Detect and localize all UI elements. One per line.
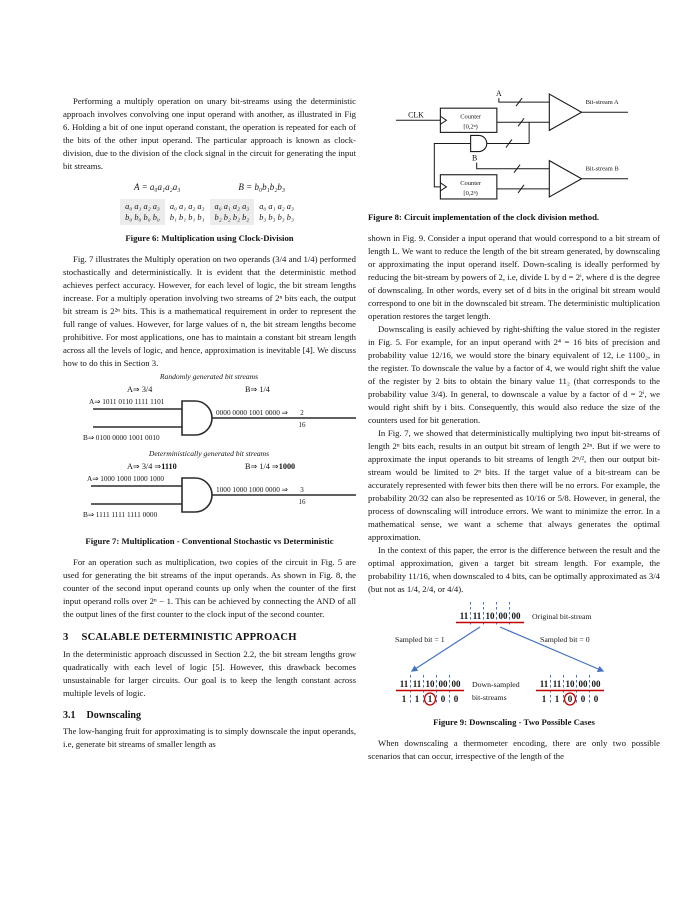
paragraph: Fig. 7 illustrates the Multiply operation on two operands (3/4 and 1/4) performed stochastically and deterministically. It is evident that the deterministic method achieves perfect accuracy. However, for each level of logic, the bit stream lengths increase. For a multiply operation involving two streams of 2ⁿ bits each, the output bit stream is 2²ⁿ bits. This is a mathematical requirement in order to represent the full range of values. However, for large values of n, the bit stream lengths become prohibitive. For most applications, one has to maintain a constant bit stream length across all the levels of logic, and hence, approximation is inevitable [4]. We discuss how to do this in Section 3. — [63, 254, 356, 368]
clock-group-2: a₀ a₁ a₂ a₃ b₁ b₁ b₁ b₁ — [169, 202, 205, 222]
paragraph: For an operation such as multiplication, two copies of the circuit in Fig. 5 are used for generating the bit streams of the input operands. As shown in Fig. 8, the counter of the second input operand counts up only when the counter of the first input operand rolls over 2ⁿ − 1. This can be achieved by connecting the AND of all the output lines of the first counter to the clock input of the second counter. — [63, 557, 356, 619]
downsampled-right — [536, 675, 604, 705]
figure7-det-b-value: B⇒ 1/4 ⇒1000 — [245, 462, 296, 471]
svg-text:1: 1 — [414, 694, 420, 704]
svg-text:0: 0 — [567, 694, 573, 704]
svg-text:0: 0 — [440, 694, 446, 704]
figure9-diagram — [368, 601, 661, 709]
paragraph: shown in Fig. 9. Consider a input operand that would correspond to a bit stream of length L. We want to reduce the length of the bit stream generated, by downscaling or approximating the input operand itself. Down-scaling is ideally performed by reducing the bit-stream by powers of 2, i.e, divide L by d = 2ⁱ, where d is the degree of downscaling. In other words, every set of d bits in the original bit stream would correspond to one bit in the downscaled bit stream. The deterministic multiplication operation restores the target length. — [368, 233, 660, 321]
paragraph: When downscaling a thermometer encoding, there are only two possible scenarios that can occur, irrespective of the length of the — [368, 738, 660, 761]
figure8-bitstream-b-label: Bit-stream B — [585, 165, 619, 173]
subsection-title: Downscaling — [86, 710, 141, 721]
subsection-number: 3.1 — [63, 710, 76, 721]
figure7-random-a-value: A⇒ 3/4 — [127, 385, 153, 394]
svg-text:1: 1 — [541, 694, 547, 704]
svg-text:00: 00 — [498, 611, 508, 621]
svg-text:0: 0 — [453, 694, 459, 704]
figure7-random-title: Randomly generated bit streams — [159, 372, 259, 381]
svg-text:0: 0 — [593, 694, 599, 704]
and-gate-icon — [93, 401, 356, 435]
figure7-det-a-stream: A⇒ 1000 1000 1000 1000 — [87, 474, 165, 483]
figure7-random-out-stream: 0000 0000 1001 0000 ⇒ — [216, 408, 288, 417]
figure7-random-out-denominator: 16 — [298, 421, 306, 429]
figure-9 — [368, 601, 660, 728]
svg-text:00: 00 — [511, 611, 521, 621]
svg-text:11: 11 — [552, 679, 562, 689]
svg-text:00: 00 — [451, 679, 461, 689]
svg-text:00: 00 — [591, 679, 601, 689]
figure9-caption: Figure 9: Downscaling - Two Possible Cases — [433, 717, 595, 727]
original-bitstream — [456, 602, 524, 625]
counter-bottom-box — [440, 175, 496, 199]
figure7-random-b-value: B⇒ 1/4 — [245, 385, 270, 394]
original-bitstream-label: Original bit-stream — [532, 612, 592, 621]
sampled-bit-0-label: Sampled bit = 0 — [540, 635, 590, 644]
paragraph: In the context of this paper, the error is the difference between the result and the optimal approximation, given a target bit stream length. For example, the probability 11/16, when downscaled to 4 bits, can be optimally approximated as 3/4 (but not as 1/4, 2/4, or 4/4). — [368, 545, 660, 594]
figure8-circuit — [386, 88, 642, 204]
paragraph: In Fig. 7, we showed that deterministically multiplying two input bit-streams of length 2ⁿ bits each, results in an output bit stream of length 2²ⁿ. But if we were to approximate the input operands to bit streams of length 2ⁿ/², then our output bit-stream would be limited to 2ⁿ bits. If the target value of a bit-stream can be accurately represented with fewer bits then there will be no errors. For example, the probability 20/32 can also be represented as 10/16 or 5/8. However, in general, the process of downscaling will introduce errors. We want to minimize the error. In a mathematical sense, we want a scheme that always generates the optimal approximation. — [368, 428, 660, 542]
figure7-det-a-value: A⇒ 3/4 ⇒1110 — [127, 462, 177, 471]
downsampled-label-line2: bit-streams — [472, 693, 507, 702]
svg-text:11: 11 — [412, 679, 422, 689]
svg-text:11: 11 — [459, 611, 469, 621]
counter-top-label: Counter — [460, 113, 482, 121]
section-number: 3 — [63, 632, 69, 643]
figure6-equation — [63, 182, 356, 192]
section-title: SCALABLE DETERMINISTIC APPROACH — [81, 632, 297, 643]
sampled-bit-1-label: Sampled bit = 1 — [395, 635, 445, 644]
figure7-det-title: Deterministically generated bit streams — [148, 449, 270, 458]
clock-group-1: a₀ a₁ a₂ a₃ b₀ b₀ b₀ b₀ — [120, 199, 165, 225]
svg-text:11: 11 — [539, 679, 549, 689]
downsampled-left — [396, 675, 464, 705]
figure7-random-b-stream: B⇒ 0100 0000 1001 0010 — [83, 433, 160, 442]
figure6-table — [63, 199, 356, 225]
paragraph: In the deterministic approach discussed in Section 2.2, the bit stream lengths grow quadratically with each level of logic [5]. However, this drawback becomes unsustainable for larger circuits. Our goal is to keep the length constant across multiple levels of logic. — [63, 649, 356, 698]
wire — [499, 98, 549, 106]
figure7-caption: Figure 7: Multiplication - Conventional Stochastic vs Deterministic — [85, 536, 334, 546]
figure7-det-b-stream: B⇒ 1111 1111 1111 0000 — [83, 510, 158, 519]
figure-7 — [63, 370, 356, 547]
wire — [497, 118, 549, 126]
equation-b: B = b₀b₁b₂b₃ — [238, 182, 286, 192]
svg-text:11: 11 — [472, 611, 482, 621]
svg-text:10: 10 — [485, 611, 495, 621]
svg-text:10: 10 — [425, 679, 435, 689]
figure-8 — [368, 88, 660, 223]
svg-text:10: 10 — [565, 679, 575, 689]
svg-text:00: 00 — [438, 679, 448, 689]
figure7-det-out-denominator: 16 — [298, 498, 306, 506]
counter-top-range: [0,2ⁿ) — [463, 123, 478, 131]
svg-text:11: 11 — [399, 679, 409, 689]
figure8-caption: Figure 8: Circuit implementation of the clock division method. — [368, 212, 600, 222]
paragraph: Performing a multiply operation on unary bit-streams using the deterministic approach involves convolving one input operand with another, as illustrated in Fig 6. Holding a bit of one input operand constant, the operation is repeated for each of the bits of the other input operand. The particular approach is known as clock-division, due to the division of the clock signal in the circuit for generating the input bit streams. — [63, 96, 356, 171]
clock-group-4: a₀ a₁ a₂ a₃ b₃ b₃ b₃ b₃ — [259, 202, 294, 222]
sample-arrow-right — [500, 627, 603, 671]
equation-a: A = a₀a₁a₂a₃ — [133, 182, 181, 192]
paragraph: The low-hanging fruit for approximating is to simply downscale the input operands, i.e, generate bit streams of smaller length as — [63, 726, 356, 749]
counter-top-box — [440, 108, 496, 132]
left-column — [63, 95, 356, 751]
wire — [497, 185, 549, 193]
counter-bottom-label: Counter — [460, 179, 482, 187]
figure8-bitstream-a-label: Bit-stream A — [585, 99, 619, 107]
section-3-heading — [63, 632, 356, 643]
paragraph: Downscaling is easily achieved by right-shifting the value stored in the register in Fig. 5. For example, for an input operand with 2⁴ = 16 bits of precision and probability value 12/16, we would store the binary equivalent of 12, i.e 1100₂, in the register. To downscale the value by a factor of 4, we would right shift the value of the register by 2 bits to obtain the binary value 11₂ (that corresponds to the probability value 3/4). In general, to downscale a value by a factor of d = 2ⁱ, we would right shift by i bits. Consequently, this would also reduce the size of the counters used for bit generation. — [368, 324, 660, 425]
sample-arrow-left — [412, 627, 480, 671]
figure8-clk-label: CLK — [408, 110, 424, 120]
figure7-random-a-stream: A⇒ 1011 0110 1111 1101 — [89, 397, 165, 406]
figure8-input-a-label: A — [496, 89, 502, 99]
figure6-caption: Figure 6: Multiplication using Clock-Division — [125, 233, 294, 243]
svg-text:0: 0 — [580, 694, 586, 704]
wire — [477, 163, 550, 173]
clock-group-3: a₀ a₁ a₂ a₃ b₂ b₂ b₂ b₂ — [210, 199, 255, 225]
svg-text:00: 00 — [578, 679, 588, 689]
figure8-input-b-label: B — [472, 153, 478, 163]
counter-bottom-range: [0,2ⁿ) — [463, 189, 478, 197]
downsampled-label-line1: Down-sampled — [472, 680, 520, 689]
figure7-det-out-stream: 1000 1000 1000 0000 ⇒ — [216, 485, 288, 494]
figure-6 — [63, 182, 356, 244]
svg-text:1: 1 — [427, 694, 433, 704]
figure7-random-out-numerator: 2 — [300, 409, 304, 417]
right-column — [368, 88, 660, 763]
svg-text:1: 1 — [401, 694, 407, 704]
and-gate-icon — [91, 478, 356, 512]
figure7-diagram — [63, 370, 356, 528]
section-3-1-heading — [63, 710, 356, 721]
figure7-det-out-numerator: 3 — [300, 486, 304, 494]
svg-text:1: 1 — [554, 694, 560, 704]
